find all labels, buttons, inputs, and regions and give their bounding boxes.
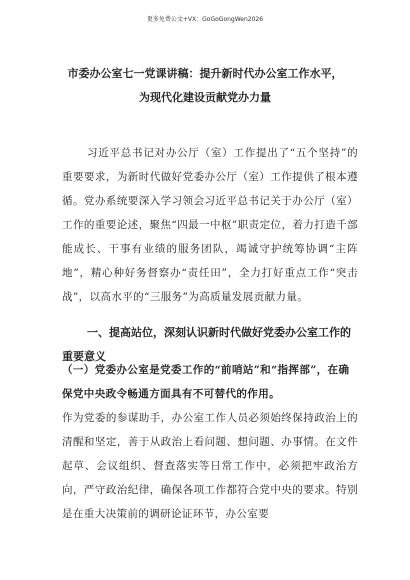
title-line-1: 市委办公室七一党课讲稿：提升新时代办公室工作水平， <box>67 67 343 80</box>
document-title <box>40 62 370 110</box>
title-line-2: 为现代化建设贡献党办力量 <box>139 91 271 104</box>
intro-paragraph: 习近平总书记对办公厅（室）工作提出了“五个坚持”的重要要求，为新时代做好党委办公厅（室）工作提供了根本遵循。党办系统要深入学习领会习近平总书记关于办公厅（室）工作的重要论述，聚焦“四最一中枢”职责定位，着力打造千部能成长、干事有业绩的服务团队，竭诚守护统筹协调“主阵地”，精心种好务督察办“责任田”，全力打好重点工作“突击战”，以高水平的“三服务”为高质量发展贡献力量。 <box>62 147 358 303</box>
header-note: 更多免费公文+VX：GoGoGongWen2026 <box>146 16 264 23</box>
section-1-heading: 一、提高站位，深刻认识新时代做好党委办公室工作的重要意义 <box>62 326 351 363</box>
subsection-1 <box>62 358 358 406</box>
body-paragraph: 作为党委的参谋助手，办公室工作人员必须始终保持政治上的清醒和坚定，善于从政治上看问题、想问题、办事情。在文件起草、会议组织、督查落实等日常工作中，必须把牢政治方向，严守政治纪律，确保各项工作都符合党中央的要求。特别是在重大决策前的调研论证环节，办公室要 <box>62 412 358 520</box>
subsection-1-heading: （一）党委办公室是党委工作的“前哨站”和“指挥部”，在确保党中央政令畅通方面具有不可替代的作用。 <box>62 364 350 400</box>
